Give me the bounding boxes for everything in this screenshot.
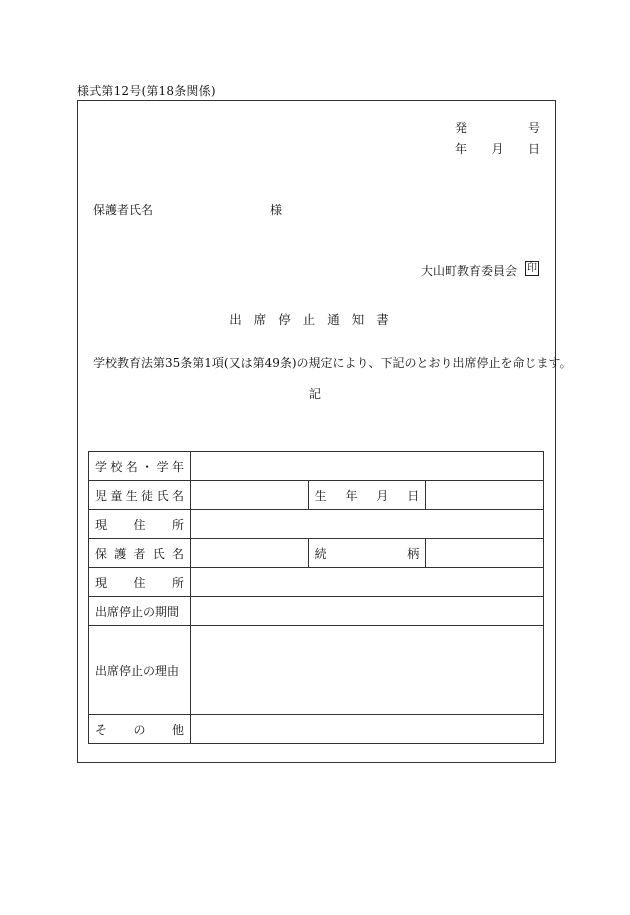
label-char: 名	[171, 488, 184, 503]
guardian-name-text	[95, 545, 184, 562]
address2-char: 所	[171, 575, 184, 590]
number-char: 号	[527, 121, 540, 135]
label-char: 氏	[152, 546, 165, 561]
day-char: 日	[527, 142, 540, 156]
other-char: 他	[171, 722, 184, 737]
student-name-label	[89, 481, 191, 510]
school-grade-text	[95, 458, 184, 475]
seal-mark: 印	[527, 263, 537, 274]
relation-label	[308, 539, 426, 568]
details-table	[88, 451, 544, 744]
label-char: 名	[125, 459, 138, 474]
birth-date-text	[315, 487, 420, 504]
student-name-text	[95, 487, 184, 504]
guardian-name-field[interactable]	[191, 539, 309, 568]
table-row	[89, 481, 544, 510]
table-row	[89, 626, 544, 715]
form-number-label: 様式第12号(第18条関係)	[77, 84, 216, 98]
address1-field[interactable]	[191, 510, 544, 539]
student-name-field[interactable]	[191, 481, 309, 510]
school-grade-field[interactable]	[191, 452, 544, 481]
relation-char: 柄	[407, 546, 420, 561]
other-text	[95, 721, 184, 738]
label-char: 保	[95, 546, 108, 561]
other-char: そ	[95, 722, 108, 737]
label-char: 月	[376, 488, 389, 503]
period-field[interactable]	[191, 597, 544, 626]
label-char: 年	[345, 488, 358, 503]
issue-char: 発	[455, 121, 468, 135]
label-char: 生	[314, 488, 327, 503]
notice-body-text: 学校教育法第35条第1項(又は第49条)の規定により、下記のとおり出席停止を命じます。	[93, 356, 572, 370]
ki-heading: 記	[308, 387, 321, 401]
relation-char: 続	[314, 546, 327, 561]
label-char: 徒	[141, 488, 154, 503]
label-char: 日	[407, 488, 420, 503]
reason-field[interactable]	[191, 626, 544, 715]
table-row	[89, 510, 544, 539]
address1-char: 住	[133, 517, 146, 532]
year-char: 年	[455, 142, 468, 156]
address1-text	[95, 516, 184, 533]
document-title: 出席停止通知書	[229, 312, 401, 327]
reason-label: 出席停止の理由	[89, 626, 191, 715]
table-row	[89, 597, 544, 626]
other-label	[89, 715, 191, 744]
label-char: 生	[125, 488, 138, 503]
address1-char: 所	[171, 517, 184, 532]
address1-label	[89, 510, 191, 539]
label-char: 学	[156, 459, 169, 474]
addressee-label: 保護者氏名	[93, 203, 154, 217]
other-field[interactable]	[191, 715, 544, 744]
birth-date-field[interactable]	[426, 481, 544, 510]
label-char: ・	[141, 459, 154, 474]
date-line	[455, 140, 540, 157]
address2-char: 住	[133, 575, 146, 590]
label-char: 校	[110, 459, 123, 474]
label-char: 名	[171, 546, 184, 561]
table-row	[89, 715, 544, 744]
addressee-honorific: 様	[270, 203, 283, 217]
label-char: 氏	[156, 488, 169, 503]
issuer-name: 大山町教育委員会	[421, 264, 518, 278]
period-label: 出席停止の期間	[89, 597, 191, 626]
issue-number-line	[455, 119, 540, 136]
label-char: 学	[95, 459, 108, 474]
relation-field[interactable]	[426, 539, 544, 568]
other-char: の	[133, 722, 146, 737]
school-grade-label	[89, 452, 191, 481]
table-row	[89, 568, 544, 597]
relation-text	[315, 545, 420, 562]
address2-field[interactable]	[191, 568, 544, 597]
table-row	[89, 452, 544, 481]
label-char: 護	[114, 546, 127, 561]
label-char: 児	[95, 488, 108, 503]
guardian-name-label	[89, 539, 191, 568]
address1-char: 現	[95, 517, 108, 532]
label-char: 年	[171, 459, 184, 474]
label-char: 童	[110, 488, 123, 503]
address2-label	[89, 568, 191, 597]
month-char: 月	[491, 142, 504, 156]
table-row	[89, 539, 544, 568]
address2-char: 現	[95, 575, 108, 590]
birth-date-label	[308, 481, 426, 510]
label-char: 者	[133, 546, 146, 561]
address2-text	[95, 574, 184, 591]
